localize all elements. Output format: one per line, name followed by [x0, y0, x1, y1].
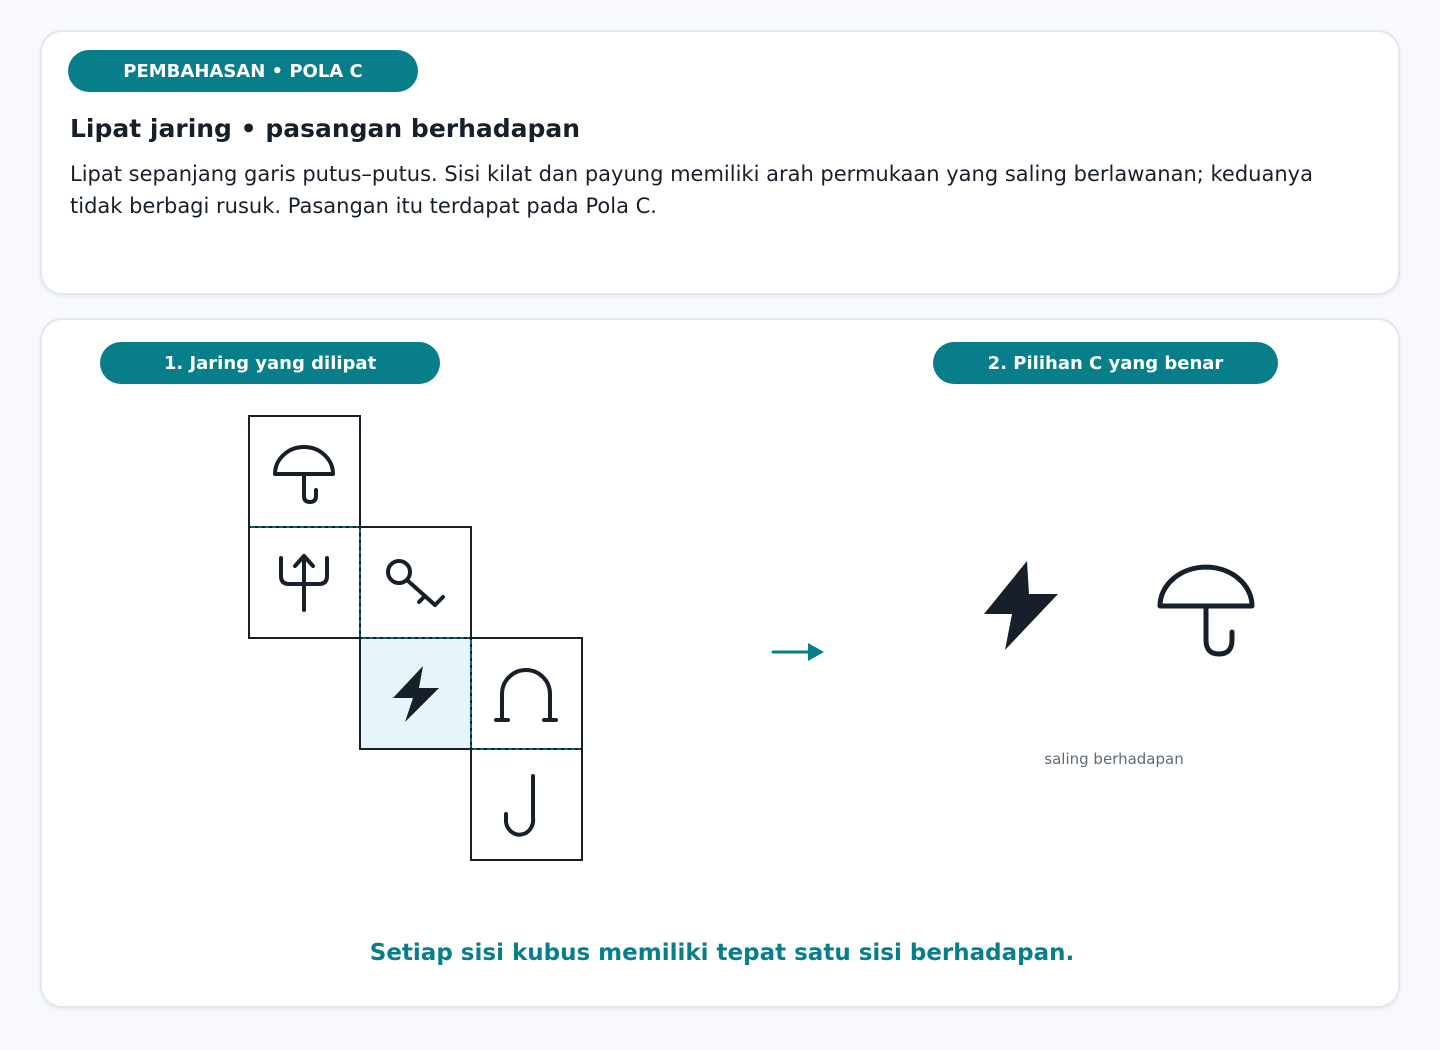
- net-face-umbrella: [249, 416, 360, 527]
- explanation-text: Lipat sepanjang garis putus–putus. Sisi kilat dan payung memiliki arah permukaan yang saling berlawanan; keduanya tidak berbagi rusuk. Pasangan itu terdapat pada Pola C.: [70, 162, 1313, 218]
- net-face-trident: [249, 527, 360, 638]
- footer-note: Setiap sisi kubus memiliki tepat satu sisi berhadapan.: [369, 940, 1075, 966]
- net-face-key: [360, 527, 471, 638]
- net-face-lightning: [360, 638, 471, 749]
- net-face-hook: [471, 749, 582, 860]
- answer-pair: [970, 546, 1270, 676]
- explanation-card: [40, 30, 1400, 295]
- net-face-arch: [471, 638, 582, 749]
- cube-net: [247, 414, 587, 866]
- pattern-badge: PEMBAHASAN • POLA C: [68, 50, 418, 92]
- umbrella-icon: [1160, 567, 1252, 654]
- diagram-card: [40, 318, 1400, 1008]
- page-title: Lipat jaring • pasangan berhadapan: [70, 114, 581, 143]
- lightning-icon: [984, 561, 1058, 650]
- arrow-icon: [770, 638, 830, 668]
- pair-caption: saling berhadapan: [1044, 750, 1184, 768]
- step-2-label: 2. Pilihan C yang benar: [933, 342, 1278, 384]
- step-1-label: 1. Jaring yang dilipat: [100, 342, 440, 384]
